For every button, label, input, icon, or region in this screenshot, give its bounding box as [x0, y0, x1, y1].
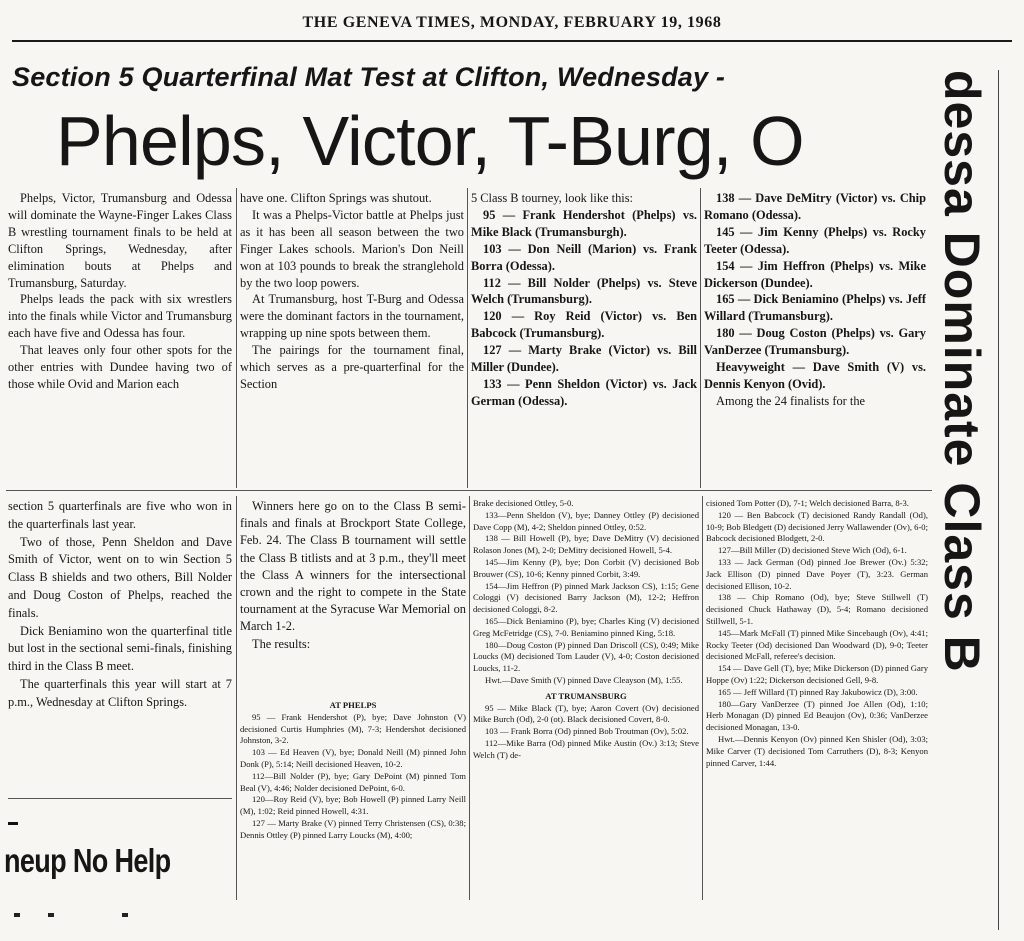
- upper-column-3: [471, 190, 697, 486]
- pairing: 165 — Dick Beniamino (Phelps) vs. Jeff Willard (Trumansburg).: [704, 292, 926, 324]
- paragraph: The results:: [252, 636, 311, 651]
- result: 127—Bill Miller (D) decisioned Steve Wich (Od), 6-1.: [718, 545, 907, 556]
- paragraph: have one. Clifton Springs was shutout.: [240, 191, 432, 205]
- pairing: 145 — Jim Kenny (Phelps) vs. Rocky Teeter (Odessa).: [704, 224, 926, 256]
- result: 120—Roy Reid (V), bye; Bob Howell (P) pinned Larry Neill (M), 1:02; Reid pinned Howell, 4:31.: [240, 794, 466, 817]
- pairing: 127 — Marty Brake (Victor) vs. Bill Miller (Dundee).: [471, 343, 697, 375]
- vertical-headline: dessa Dominate Class B: [934, 70, 990, 673]
- result: Hwt.—Dave Smith (V) pinned Dave Cleayson (M), 1:55.: [485, 674, 683, 685]
- result: 103 — Frank Borra (Od) pinned Bob Troutman (Ov), 5:02.: [485, 726, 689, 737]
- masthead: THE GENEVA TIMES, MONDAY, FEBRUARY 19, 1968: [302, 14, 722, 31]
- column-divider: [236, 496, 237, 900]
- pairing: 138 — Dave DeMitry (Victor) vs. Chip Romano (Odessa).: [704, 191, 926, 222]
- result: 133—Penn Sheldon (V), bye; Danney Ottley (P) decisioned Dave Copp (M), 4-2; Sheldon pinned Ottley, 0:52.: [473, 509, 699, 532]
- kicker-headline: Section 5 Quarterfinal Mat Test at Clifton, Wednesday -: [12, 62, 726, 92]
- cut-off-text: [6, 908, 156, 918]
- paragraph: Phelps, Victor, Trumansburg and Odessa will dominate the Wayne-Finger Lakes Class B wrestling tournament finals to be held at Clifton Springs, Wednesday, after elimination bouts at Phelps and Trumansburg, Saturday.: [8, 191, 232, 290]
- result: 103 — Ed Heaven (V), bye; Donald Neill (M) pinned John Donk (P), 5:14; Neill decisioned Heaven, 10-2.: [240, 747, 466, 769]
- upper-column-1: [8, 190, 232, 486]
- paragraph: It was a Phelps-Victor battle at Phelps just as it has been all season between the two Finger Lakes schools. Marion's Don Neill won at 103 pounds to break the stranglehold by the two loop powers.: [240, 207, 464, 290]
- column-divider: [700, 188, 701, 488]
- result: 138 — Bill Howell (P), bye; Dave DeMitry (V) decisioned Rolason Jones (M), 2-0; DeMitry decisioned Howell, 5-4.: [473, 533, 699, 556]
- pairing: 112 — Bill Nolder (Phelps) vs. Steve Welch (Trumansburg).: [471, 275, 697, 307]
- pairing: 133 — Penn Sheldon (Victor) vs. Jack German (Odessa).: [471, 376, 697, 408]
- upper-column-2: [240, 190, 464, 486]
- masthead-rule: [12, 40, 1012, 42]
- lower-column-4: [706, 498, 928, 896]
- pairing: 95 — Frank Hendershot (Phelps) vs. Mike Black (Trumansburgh).: [471, 207, 697, 239]
- result: 95 — Mike Black (T), bye; Aaron Covert (Ov) decisioned Mike Burch (Od), 2-0 (ot). Black decisioned Covert, 8-0.: [473, 702, 699, 725]
- lower-column-3: [473, 498, 699, 896]
- paragraph: The quarterfinals this year will start at 7 p.m., Wednesday at Clifton Springs.: [8, 676, 232, 709]
- paragraph: Dick Beniamino won the quarterfinal title but lost in the sectional semi-finals, finishing third in the Class B meet.: [8, 623, 232, 674]
- result: 165 — Jeff Willard (T) pinned Ray Jakubowicz (D), 3:00.: [718, 686, 918, 697]
- lower-column-2-results: [240, 700, 466, 896]
- result: 95 — Frank Hendershot (P), bye; Dave Johnston (V) decisioned Curtis Humphries (M), 7-3; Hendershot decisioned Johnston, 3-2.: [240, 711, 466, 746]
- paragraph: 5 Class B tourney, look like this:: [471, 191, 633, 205]
- dash-mark: [8, 822, 18, 825]
- section-divider: [6, 490, 932, 491]
- pairing: Heavyweight — Dave Smith (V) vs. Dennis Kenyon (Ovid).: [704, 360, 926, 391]
- teaser-headline: neup No Help: [4, 842, 171, 879]
- pairing: 103 — Don Neill (Marion) vs. Frank Borra (Odessa).: [471, 241, 697, 273]
- result: 133 — Jack German (Od) pinned Joe Brewer (Ov.) 5:32; Jack Ellison (D) pinned Dave Poyer (T), 3:23. German decisioned Ellison, 10-2.: [706, 556, 928, 591]
- column-divider: [236, 188, 237, 488]
- paragraph: The pairings for the tournament final, which serves as a pre-quarterfinal for the Section: [240, 343, 464, 391]
- pairing: 120 — Roy Reid (Victor) vs. Ben Babcock (Trumansburg).: [471, 309, 697, 341]
- paragraph: Two of those, Penn Sheldon and Dave Smith of Victor, went on to win Section 5 Class B shields and two others, Bill Nolder and Doug Coston of Phelps, reached the finals.: [8, 534, 232, 620]
- column-divider: [467, 188, 468, 488]
- result: 138 — Chip Romano (Od), bye; Steve Stillwell (T) decisioned Chuck Hathaway (D), 5-4; Romano decisioned Stillwell, 5-1.: [706, 592, 928, 626]
- main-headline: Phelps, Victor, T-Burg, O: [56, 102, 804, 180]
- pairing: 180 — Doug Coston (Phelps) vs. Gary VanDerzee (Trumansburg).: [704, 326, 926, 358]
- lower-column-1: [8, 498, 232, 798]
- result: 180—Doug Coston (P) pinned Dan Driscoll (CS), 0:49; Mike Loucks (M) decisioned Tom Lauder (V), 4-0; Coston decisioned Loucks, 11-2.: [473, 639, 699, 674]
- result: 154 — Dave Gell (T), bye; Mike Dickerson (D) pinned Gary Hoppe (Ov) 1:22; Dickerson decisioned Gell, 9-8.: [706, 663, 928, 685]
- result: Hwt.—Dennis Kenyon (Ov) pinned Ken Shisler (Od), 3:03; Mike Carver (T) decisioned Tom Carruthers (D), 8-3; Kenyon pinned Carver, 1:44.: [706, 733, 928, 768]
- result: 180—Gary VanDerzee (T) pinned Joe Allen (Od), 1:10; Herb Monagan (D) pinned Ed Beaujon (Ov), 0:36; VanDerzee decisioned Monagan, 13-0.: [706, 698, 928, 733]
- column-end-rule: [8, 798, 232, 799]
- result: 112—Bill Nolder (P), bye; Gary DePoint (M) pinned Tom Beal (V), 4:46; Nolder decisioned DePoint, 6-0.: [240, 770, 466, 793]
- upper-column-4: [704, 190, 926, 486]
- paragraph: That leaves only four other spots for the other entries with Dundee having two of those while Ovid and Marion each: [8, 343, 232, 391]
- result: cisioned Tom Potter (D), 7-1; Welch decisioned Barra, 8-3.: [706, 498, 909, 508]
- lower-column-2: [240, 498, 466, 700]
- paragraph: At Trumansburg, host T-Burg and Odessa were the dominant factors in the tournament, wrapping up nine spots between them.: [240, 292, 464, 341]
- paragraph: Winners here go on to the Class B semi-finals and finals at Brockport State College, Feb. 24. The Class B tournament will settle the Class B titlists and at 3 p.m., they'll meet the Class A winners for the intersectional crown and the right to compete in the State tournament at the Syracuse War Memorial on March 1-2.: [240, 499, 466, 634]
- column-divider: [702, 496, 703, 900]
- results-heading: AT PHELPS: [329, 700, 377, 710]
- result: 154—Jim Heffron (P) pinned Mark Jackson CS), 1:15; Gene Cologgi (V) decisioned Barry Jackson (M), 12-2; Heffron decisioned Cologgi, 8-2.: [473, 580, 699, 615]
- paragraph: Phelps leads the pack with six wrestlers into the finals while Victor and Trumansburg each have five and Odessa has four.: [8, 292, 232, 341]
- column-divider: [469, 496, 470, 900]
- paragraph: section 5 quarterfinals are five who won in the quarterfinals last year.: [8, 499, 232, 531]
- paragraph: Among the 24 finalists for the: [716, 393, 866, 408]
- result: 145—Mark McFall (T) pinned Mike Sincebaugh (Ov), 4:41; Rocky Teeter (Od) decisioned Dan Woodward (D), 9-0; Teeter decisioned McFall, referee's decision.: [706, 627, 928, 662]
- result: 145—Jim Kenny (P), bye; Don Corbit (V) decisioned Bob Brouwer (CS), 10-6; Kenny pinned Corbit, 3:49.: [473, 556, 699, 579]
- results-heading: AT TRUMANSBURG: [545, 690, 627, 701]
- result: 127 — Marty Brake (V) pinned Terry Christensen (CS), 0:38; Dennis Ottley (P) pinned Larry Loucks (M), 4:00;: [240, 817, 466, 840]
- pairing: 154 — Jim Heffron (Phelps) vs. Mike Dickerson (Dundee).: [704, 258, 926, 290]
- right-column-rule: [998, 70, 999, 930]
- result: 120 — Ben Babcock (T) decisioned Randy Randall (Od), 10-9; Bob Bledgett (D) decisioned Jerry Wallawender (Ov), 6-0; Babcock decisioned Blodgett, 2-0.: [706, 509, 928, 544]
- result: 165—Dick Beniamino (P), bye; Charles King (V) decisioned Greg McFetridge (CS), 7-0. Beniamino pinned King, 5:18.: [473, 615, 699, 638]
- result: Brake decisioned Ottley, 5-0.: [473, 498, 574, 508]
- result: 112—Mike Barra (Od) pinned Mike Austin (Ov.) 3:13; Steve Welch (T) de-: [473, 737, 699, 760]
